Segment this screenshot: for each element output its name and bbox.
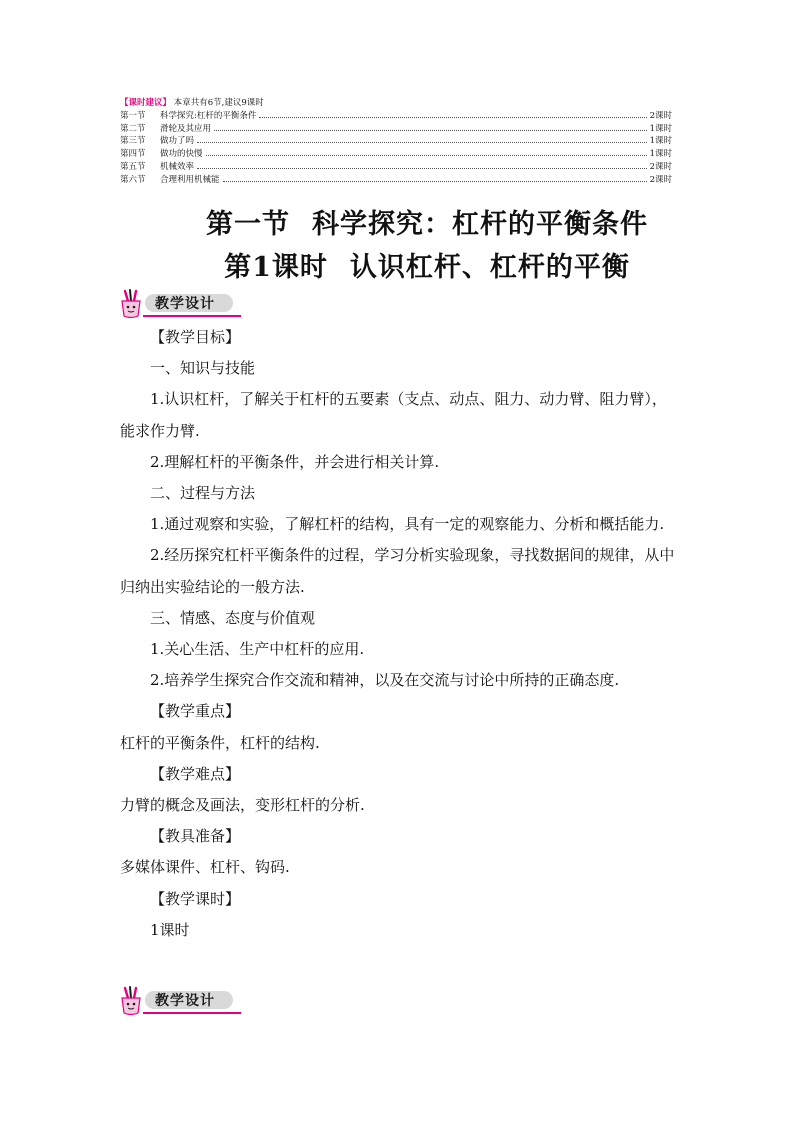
attitude-item: 2.培养学生探究合作交流和精神，以及在交流与讨论中所持的正确态度. (150, 671, 620, 690)
banner-label: 教学设计 (155, 296, 215, 312)
schedule-hours: 1课时 (649, 149, 672, 160)
schedule-section: 第五节 (120, 161, 146, 172)
schedule-hours: 2课时 (649, 174, 672, 185)
section-title: 科学探究：杠杆的平衡条件 (312, 209, 648, 240)
attitude-heading: 三、情感、态度与价值观 (150, 608, 316, 627)
process-item: 1.通过观察和实验，了解杠杆的结构，具有一定的观察能力、分析和概括能力. (150, 515, 665, 534)
schedule-section: 第六节 (120, 174, 146, 185)
teaching-design-banner (117, 985, 242, 1017)
materials-heading: 【教具准备】 (150, 827, 241, 846)
leader-dots (223, 181, 647, 182)
schedule-title: 做功的快慢 (160, 149, 203, 160)
schedule-section: 第二节 (120, 123, 146, 134)
lesson-number: 第1课时 (224, 252, 328, 283)
period-heading: 【教学课时】 (150, 889, 241, 908)
lesson-schedule (120, 97, 672, 187)
knowledge-item: 2.理解杠杆的平衡条件，并会进行相关计算. (150, 452, 440, 471)
process-item: 2.经历探究杠杆平衡条件的过程，学习分析实验现象，寻找数据间的规律，从中归纳出实验结论的一般方法. (120, 546, 675, 596)
leader-dots (197, 142, 647, 143)
schedule-hours: 1课时 (649, 123, 672, 134)
schedule-row (120, 135, 672, 148)
lesson-heading (0, 245, 794, 284)
teaching-design-banner (117, 288, 242, 320)
attitude-item: 1.关心生活、生产中杠杆的应用. (150, 640, 365, 659)
schedule-section: 第四节 (120, 149, 146, 160)
schedule-summary: 本章共有6节,建议9课时 (173, 98, 264, 108)
process-heading: 二、过程与方法 (150, 484, 256, 503)
key-points-heading: 【教学重点】 (150, 702, 241, 721)
difficulty-text: 力臂的概念及画法，变形杠杆的分析. (120, 796, 365, 815)
schedule-title: 滑轮及其应用 (160, 123, 212, 134)
leader-dots (197, 168, 647, 169)
schedule-title: 科学探究:杠杆的平衡条件 (160, 110, 257, 121)
key-points-text: 杠杆的平衡条件，杠杆的结构. (120, 733, 320, 752)
schedule-tag: 【课时建议】 (120, 98, 172, 108)
knowledge-heading: 一、知识与技能 (150, 359, 256, 378)
schedule-row (120, 174, 672, 187)
schedule-header (120, 97, 672, 110)
materials-text: 多媒体课件、杠杆、钩码. (120, 858, 290, 877)
schedule-row (120, 161, 672, 174)
schedule-title: 机械效率 (160, 161, 195, 172)
goals-heading: 【教学目标】 (150, 328, 241, 346)
section-number: 第一节 (206, 209, 290, 240)
section-heading (0, 202, 794, 241)
leader-dots (259, 117, 646, 118)
lesson-content (120, 322, 676, 946)
schedule-section: 第一节 (120, 110, 146, 121)
knowledge-item: 1.认识杠杆，了解关于杠杆的五要素（支点、动点、阻力、动力臂、阻力臂），能求作力臂. (120, 390, 667, 440)
schedule-title: 合理利用机械能 (160, 174, 220, 185)
schedule-hours: 2课时 (649, 161, 672, 172)
leader-dots (214, 130, 647, 131)
banner-label: 教学设计 (155, 993, 215, 1009)
schedule-hours: 2课时 (649, 110, 672, 121)
schedule-section: 第三节 (120, 136, 146, 147)
schedule-title: 做功了吗 (160, 136, 195, 147)
leader-dots (206, 155, 647, 156)
difficulty-heading: 【教学难点】 (150, 764, 241, 783)
schedule-row (120, 148, 672, 161)
period-text: 1课时 (150, 920, 190, 939)
schedule-row (120, 123, 672, 136)
schedule-hours: 1课时 (649, 136, 672, 147)
schedule-row (120, 110, 672, 123)
lesson-title: 认识杠杆、杠杆的平衡 (349, 252, 630, 283)
